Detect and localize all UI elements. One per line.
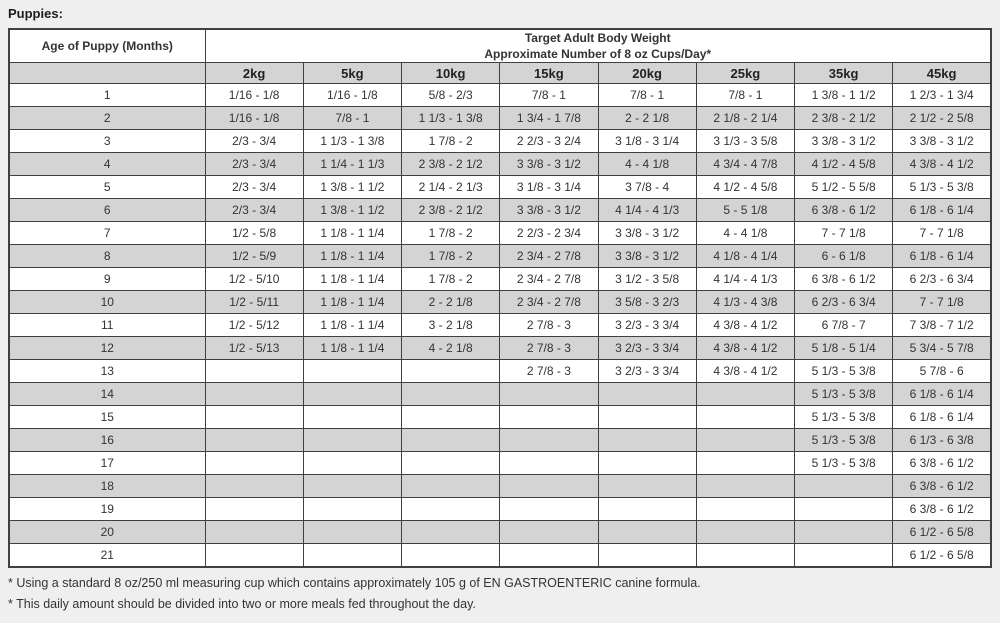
group-header-line2: Approximate Number of 8 oz Cups/Day* [484,47,712,61]
age-subheader-empty-cell [9,63,205,84]
age-cell: 6 [9,199,205,222]
value-cell [696,498,794,521]
table-row [9,130,991,153]
value-cell: 1/2 - 5/9 [205,245,303,268]
age-cell: 21 [9,544,205,568]
value-cell [598,544,696,568]
value-cell [402,498,500,521]
table-row [9,544,991,568]
value-cell [598,406,696,429]
value-cell: 4 - 4 1/8 [696,222,794,245]
value-cell: 2 1/2 - 2 5/8 [893,107,991,130]
weight-header-45kg: 45kg [893,63,991,84]
value-cell [696,406,794,429]
value-cell: 6 3/8 - 6 1/2 [893,475,991,498]
age-cell: 20 [9,521,205,544]
value-cell: 2 - 2 1/8 [598,107,696,130]
value-cell: 4 1/3 - 4 3/8 [696,291,794,314]
value-cell: 4 - 2 1/8 [402,337,500,360]
value-cell: 4 3/8 - 4 1/2 [696,314,794,337]
table-row [9,360,991,383]
value-cell: 2 7/8 - 3 [500,314,598,337]
value-cell: 1 1/4 - 1 1/3 [303,153,401,176]
value-cell: 5 1/3 - 5 3/8 [795,406,893,429]
value-cell [205,521,303,544]
value-cell: 4 - 4 1/8 [598,153,696,176]
value-cell [303,521,401,544]
value-cell: 1 7/8 - 2 [402,222,500,245]
value-cell: 2 7/8 - 3 [500,360,598,383]
value-cell [205,383,303,406]
table-row [9,498,991,521]
age-cell: 7 [9,222,205,245]
value-cell: 3 1/8 - 3 1/4 [598,130,696,153]
value-cell: 3 2/3 - 3 3/4 [598,314,696,337]
value-cell: 3 3/8 - 3 1/2 [893,130,991,153]
age-cell: 10 [9,291,205,314]
value-cell: 2/3 - 3/4 [205,199,303,222]
age-cell: 14 [9,383,205,406]
age-cell: 15 [9,406,205,429]
value-cell: 7 - 7 1/8 [893,222,991,245]
value-cell [696,475,794,498]
table-row [9,107,991,130]
value-cell: 2 7/8 - 3 [500,337,598,360]
value-cell: 5/8 - 2/3 [402,84,500,107]
value-cell [795,498,893,521]
weight-header-15kg: 15kg [500,63,598,84]
value-cell: 7/8 - 1 [696,84,794,107]
value-cell: 4 1/2 - 4 5/8 [795,153,893,176]
value-cell: 6 1/8 - 6 1/4 [893,245,991,268]
value-cell [303,406,401,429]
value-cell: 5 7/8 - 6 [893,360,991,383]
value-cell: 5 3/4 - 5 7/8 [893,337,991,360]
value-cell: 3 1/2 - 3 5/8 [598,268,696,291]
weight-header-5kg: 5kg [303,63,401,84]
value-cell [205,544,303,568]
value-cell: 5 1/3 - 5 3/8 [795,452,893,475]
value-cell: 3 3/8 - 3 1/2 [598,245,696,268]
footnotes [8,576,992,612]
value-cell: 2/3 - 3/4 [205,153,303,176]
value-cell: 6 1/3 - 6 3/8 [893,429,991,452]
value-cell: 7/8 - 1 [500,84,598,107]
value-cell: 7 - 7 1/8 [893,291,991,314]
value-cell [500,521,598,544]
value-cell [696,429,794,452]
value-cell: 2 3/4 - 2 7/8 [500,245,598,268]
value-cell: 2 3/4 - 2 7/8 [500,291,598,314]
value-cell: 3 7/8 - 4 [598,176,696,199]
value-cell: 4 3/8 - 4 1/2 [696,360,794,383]
value-cell [402,429,500,452]
value-cell: 1/16 - 1/8 [205,107,303,130]
section-title: Puppies: [8,6,63,21]
value-cell: 6 1/2 - 6 5/8 [893,521,991,544]
value-cell: 3 5/8 - 3 2/3 [598,291,696,314]
table-row [9,383,991,406]
value-cell: 3 3/8 - 3 1/2 [795,130,893,153]
value-cell: 6 2/3 - 6 3/4 [893,268,991,291]
value-cell [696,452,794,475]
value-cell [696,521,794,544]
value-cell: 2 2/3 - 2 3/4 [500,222,598,245]
value-cell: 1/2 - 5/10 [205,268,303,291]
age-column-header: Age of Puppy (Months) [9,29,205,63]
value-cell [500,452,598,475]
value-cell [402,406,500,429]
value-cell: 1 1/8 - 1 1/4 [303,268,401,291]
value-cell: 1/2 - 5/13 [205,337,303,360]
value-cell: 5 1/3 - 5 3/8 [795,360,893,383]
value-cell: 1/2 - 5/12 [205,314,303,337]
value-cell [795,544,893,568]
value-cell: 4 1/4 - 4 1/3 [696,268,794,291]
value-cell [598,452,696,475]
value-cell: 7/8 - 1 [303,107,401,130]
weight-header-35kg: 35kg [795,63,893,84]
value-cell [205,452,303,475]
table-row [9,452,991,475]
value-cell: 1 3/8 - 1 1/2 [303,176,401,199]
age-cell: 2 [9,107,205,130]
value-cell: 4 1/2 - 4 5/8 [696,176,794,199]
group-header [205,29,991,63]
weight-header-row [9,63,991,84]
value-cell: 1 7/8 - 2 [402,130,500,153]
value-cell [205,475,303,498]
value-cell [303,452,401,475]
value-cell: 6 3/8 - 6 1/2 [795,199,893,222]
value-cell: 1 7/8 - 2 [402,268,500,291]
age-cell: 17 [9,452,205,475]
value-cell: 1 2/3 - 1 3/4 [893,84,991,107]
table-row [9,268,991,291]
value-cell [598,383,696,406]
group-header-row [9,29,991,63]
value-cell: 6 1/8 - 6 1/4 [893,199,991,222]
value-cell: 1/2 - 5/8 [205,222,303,245]
table-body [9,84,991,568]
value-cell [402,521,500,544]
value-cell: 2 2/3 - 3 2/4 [500,130,598,153]
value-cell: 2 1/8 - 2 1/4 [696,107,794,130]
value-cell: 6 1/8 - 6 1/4 [893,406,991,429]
value-cell: 4 1/4 - 4 1/3 [598,199,696,222]
weight-header-2kg: 2kg [205,63,303,84]
value-cell: 3 2/3 - 3 3/4 [598,337,696,360]
value-cell [402,452,500,475]
value-cell [598,521,696,544]
footnote-daily-amount: * This daily amount should be divided into two or more meals fed throughout the day. [8,597,476,611]
value-cell [402,360,500,383]
value-cell [205,360,303,383]
value-cell [500,498,598,521]
value-cell [303,544,401,568]
table-row [9,337,991,360]
age-cell: 16 [9,429,205,452]
value-cell: 1 1/3 - 1 3/8 [402,107,500,130]
age-cell: 1 [9,84,205,107]
table-row [9,199,991,222]
value-cell [598,498,696,521]
value-cell [205,498,303,521]
value-cell [500,429,598,452]
weight-header-25kg: 25kg [696,63,794,84]
value-cell: 4 3/8 - 4 1/2 [893,153,991,176]
value-cell: 3 3/8 - 3 1/2 [500,153,598,176]
value-cell: 1 3/4 - 1 7/8 [500,107,598,130]
value-cell: 6 7/8 - 7 [795,314,893,337]
puppy-feeding-table [8,28,992,568]
table-row [9,521,991,544]
value-cell: 5 - 5 1/8 [696,199,794,222]
table-row [9,475,991,498]
table-row [9,291,991,314]
value-cell: 7/8 - 1 [598,84,696,107]
value-cell [795,521,893,544]
value-cell: 3 3/8 - 3 1/2 [598,222,696,245]
weight-header-20kg: 20kg [598,63,696,84]
value-cell: 2 - 2 1/8 [402,291,500,314]
value-cell [795,475,893,498]
value-cell [303,498,401,521]
value-cell: 2/3 - 3/4 [205,176,303,199]
value-cell: 6 3/8 - 6 1/2 [893,498,991,521]
value-cell: 5 1/3 - 5 3/8 [893,176,991,199]
value-cell [598,475,696,498]
value-cell: 6 3/8 - 6 1/2 [795,268,893,291]
value-cell: 1 1/8 - 1 1/4 [303,314,401,337]
value-cell: 6 3/8 - 6 1/2 [893,452,991,475]
value-cell: 4 3/8 - 4 1/2 [696,337,794,360]
table-row [9,429,991,452]
value-cell: 2 3/8 - 2 1/2 [402,199,500,222]
value-cell: 1 1/3 - 1 3/8 [303,130,401,153]
value-cell: 3 1/8 - 3 1/4 [500,176,598,199]
value-cell: 6 - 6 1/8 [795,245,893,268]
value-cell [500,475,598,498]
value-cell [402,544,500,568]
age-cell: 3 [9,130,205,153]
footnote-measuring-cup: * Using a standard 8 oz/250 ml measuring cup which contains approximately 105 g of EN GASTROENTERIC canine formula. [8,576,701,590]
value-cell: 6 2/3 - 6 3/4 [795,291,893,314]
value-cell [696,383,794,406]
value-cell: 1/16 - 1/8 [205,84,303,107]
value-cell: 3 1/3 - 3 5/8 [696,130,794,153]
age-cell: 13 [9,360,205,383]
table-row [9,314,991,337]
value-cell: 3 2/3 - 3 3/4 [598,360,696,383]
value-cell: 1/2 - 5/11 [205,291,303,314]
value-cell: 4 1/8 - 4 1/4 [696,245,794,268]
value-cell [500,383,598,406]
value-cell [205,429,303,452]
table-row [9,406,991,429]
value-cell: 5 1/3 - 5 3/8 [795,429,893,452]
value-cell: 3 - 2 1/8 [402,314,500,337]
value-cell: 2 3/8 - 2 1/2 [795,107,893,130]
age-cell: 19 [9,498,205,521]
value-cell [598,429,696,452]
value-cell: 1 3/8 - 1 1/2 [303,199,401,222]
age-cell: 11 [9,314,205,337]
value-cell: 2/3 - 3/4 [205,130,303,153]
value-cell: 1 7/8 - 2 [402,245,500,268]
value-cell: 2 3/4 - 2 7/8 [500,268,598,291]
value-cell [500,544,598,568]
value-cell [696,544,794,568]
value-cell: 1 1/8 - 1 1/4 [303,337,401,360]
age-cell: 12 [9,337,205,360]
value-cell: 2 1/4 - 2 1/3 [402,176,500,199]
value-cell: 5 1/3 - 5 3/8 [795,383,893,406]
value-cell: 6 1/2 - 6 5/8 [893,544,991,568]
value-cell [402,383,500,406]
age-cell: 4 [9,153,205,176]
table-row [9,176,991,199]
value-cell: 7 - 7 1/8 [795,222,893,245]
value-cell [205,406,303,429]
table-row [9,84,991,107]
age-cell: 18 [9,475,205,498]
group-header-line1: Target Adult Body Weight [524,31,671,45]
value-cell: 1/16 - 1/8 [303,84,401,107]
value-cell: 1 1/8 - 1 1/4 [303,245,401,268]
age-cell: 8 [9,245,205,268]
value-cell: 1 3/8 - 1 1/2 [795,84,893,107]
value-cell: 7 3/8 - 7 1/2 [893,314,991,337]
value-cell [303,383,401,406]
value-cell [303,475,401,498]
value-cell: 5 1/2 - 5 5/8 [795,176,893,199]
value-cell: 1 1/8 - 1 1/4 [303,291,401,314]
table-row [9,153,991,176]
value-cell: 4 3/4 - 4 7/8 [696,153,794,176]
value-cell: 1 1/8 - 1 1/4 [303,222,401,245]
table-row [9,222,991,245]
value-cell: 6 1/8 - 6 1/4 [893,383,991,406]
age-cell: 5 [9,176,205,199]
value-cell [500,406,598,429]
value-cell: 2 3/8 - 2 1/2 [402,153,500,176]
value-cell: 5 1/8 - 5 1/4 [795,337,893,360]
table-row [9,245,991,268]
weight-header-10kg: 10kg [402,63,500,84]
age-cell: 9 [9,268,205,291]
value-cell [303,429,401,452]
value-cell: 3 3/8 - 3 1/2 [500,199,598,222]
value-cell [303,360,401,383]
value-cell [402,475,500,498]
